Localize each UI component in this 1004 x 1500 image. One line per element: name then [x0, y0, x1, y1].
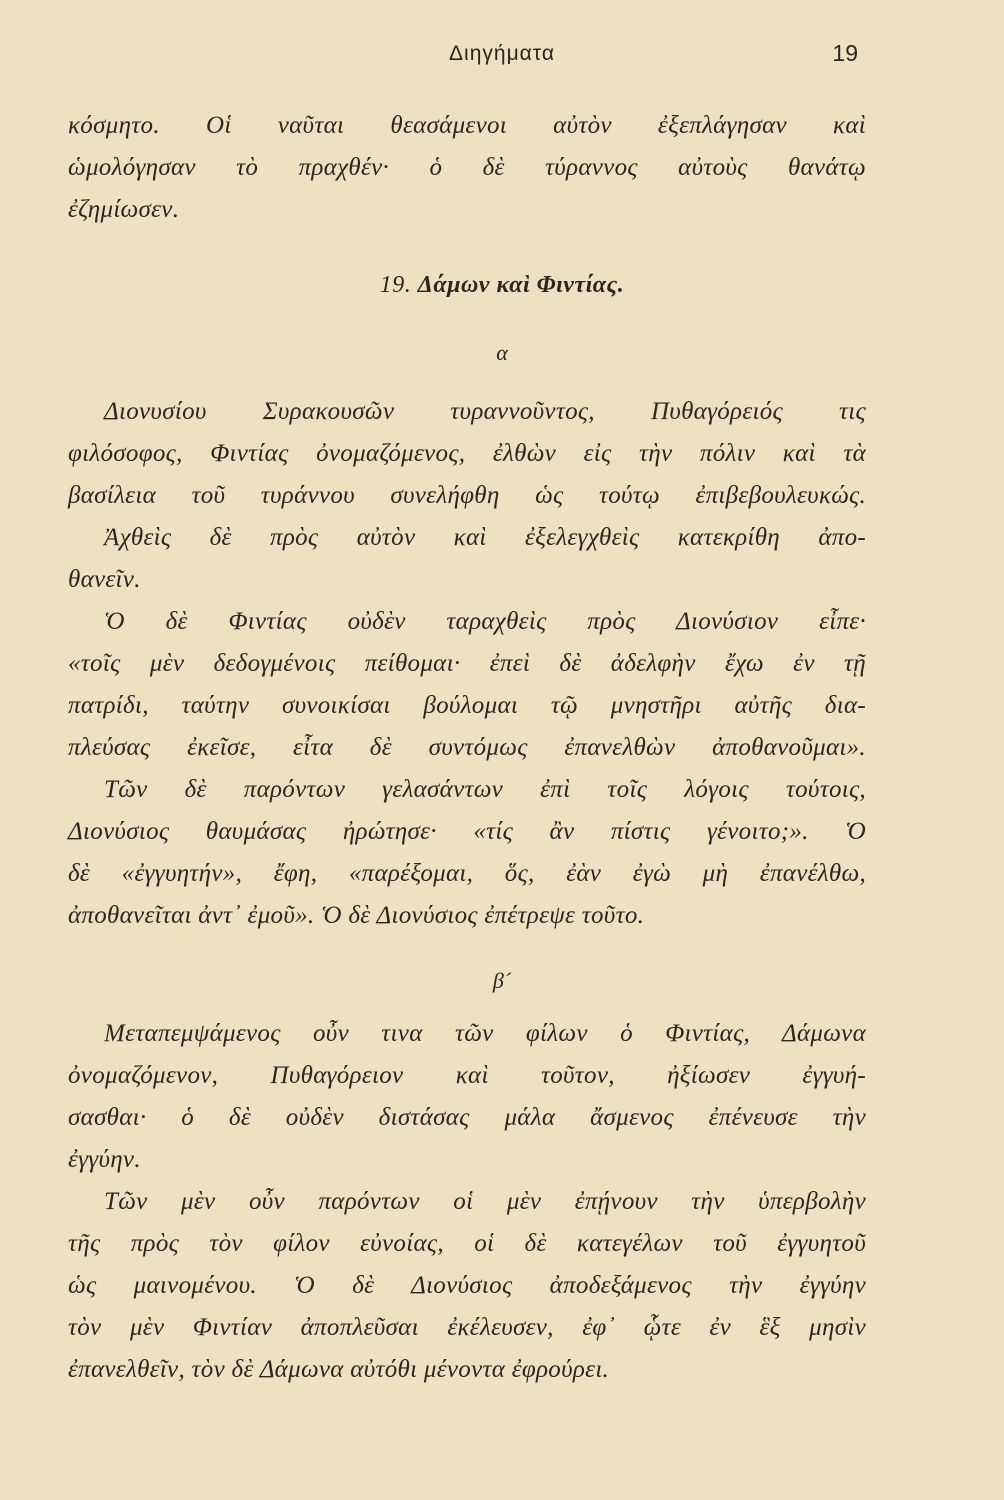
- text-line: πατρίδι, ταύτην συνοικίσαι βούλομαι τῷ μνηστῆρι αὐτῆς δια-: [68, 692, 866, 719]
- text-line: δὲ «ἐγγυητήν», ἔφη, «παρέξομαι, ὅς, ἐὰν ἐγὼ μὴ ἐπανέλθω,: [68, 860, 866, 887]
- text-line: ἀποθανεῖται ἀντ᾽ ἐμοῦ». Ὁ δὲ Διονύσιος ἐπέτρεψε τοῦτο.: [68, 902, 645, 929]
- text-line: πλεύσας ἐκεῖσε, εἶτα δὲ συντόμως ἐπανελθὼν ἀποθανοῦμαι».: [68, 734, 866, 761]
- section-number: 19.: [379, 272, 412, 298]
- text-line: ἐπανελθεῖν, τὸν δὲ Δάμωνα αὐτόθι μένοντα ἐφρούρει.: [68, 1356, 610, 1383]
- text-line: Τῶν μὲν οὖν παρόντων οἱ μὲν ἐπῄνουν τὴν ὑπερβολὴν: [104, 1188, 866, 1215]
- text-line: ἐγγύην.: [68, 1146, 141, 1173]
- part-marker-a: α: [496, 340, 508, 365]
- text-line: θανεῖν.: [68, 566, 141, 593]
- text-line: Μεταπεμψάμενος οὖν τινα τῶν φίλων ὁ Φιντίας, Δάμωνα: [104, 1020, 866, 1047]
- text-line: βασίλεια τοῦ τυράννου συνελήφθη ὡς τούτῳ ἐπιβεβουλευκώς.: [68, 482, 866, 509]
- text-line: Διονυσίου Συρακουσῶν τυραννοῦντος, Πυθαγόρειός τις: [104, 398, 866, 425]
- text-line: ὡς μαινομένου. Ὁ δὲ Διονύσιος ἀποδεξάμενος τὴν ἐγγύην: [68, 1272, 866, 1299]
- text-line: Ὁ δὲ Φιντίας οὐδὲν ταραχθεὶς πρὸς Διονύσιον εἶπε·: [104, 608, 866, 635]
- text-line: Διονύσιος θαυμάσας ἠρώτησε· «τίς ἂν πίστις γένοιτο;». Ὁ: [68, 818, 866, 845]
- page-number: 19: [832, 40, 858, 66]
- text-line: ὀνομαζόμενον, Πυθαγόρειον καὶ τοῦτον, ἠξίωσεν ἐγγυή-: [68, 1062, 866, 1089]
- text-line: Τῶν δὲ παρόντων γελασάντων ἐπὶ τοῖς λόγοις τούτοις,: [104, 776, 866, 803]
- text-line: σασθαι· ὁ δὲ οὐδὲν διστάσας μάλα ἄσμενος ἐπένευσε τὴν: [68, 1104, 866, 1131]
- text-line: ἐζημίωσεν.: [68, 196, 180, 223]
- running-header: Διηγήματα: [449, 42, 555, 65]
- text-line: Ἀχθεὶς δὲ πρὸς αὐτὸν καὶ ἐξελεγχθεὶς κατεκρίθη ἀπο-: [104, 524, 866, 551]
- text-line: ὡμολόγησαν τὸ πραχθέν· ὁ δὲ τύραννος αὐτοὺς θανάτῳ: [68, 154, 866, 181]
- part-marker-b: β´: [492, 968, 512, 993]
- text-line: τὸν μὲν Φιντίαν ἀποπλεῦσαι ἐκέλευσεν, ἐφ᾽ ᾧτε ἐν ἓξ μησὶν: [68, 1314, 866, 1341]
- section-heading: [0, 272, 1004, 299]
- text-line: «τοῖς μὲν δεδογμένοις πείθομαι· ἐπεὶ δὲ ἀδελφὴν ἔχω ἐν τῇ: [68, 650, 866, 677]
- text-line: φιλόσοφος, Φιντίας ὀνομαζόμενος, ἐλθὼν εἰς τὴν πόλιν καὶ τὰ: [68, 440, 866, 467]
- text-line: κόσμητο. Οἱ ναῦται θεασάμενοι αὐτὸν ἐξεπλάγησαν καὶ: [68, 112, 866, 139]
- section-title: Δάμων καὶ Φιντίας.: [417, 272, 625, 298]
- text-line: τῆς πρὸς τὸν φίλον εὐνοίας, οἱ δὲ κατεγέλων τοῦ ἐγγυητοῦ: [68, 1230, 866, 1257]
